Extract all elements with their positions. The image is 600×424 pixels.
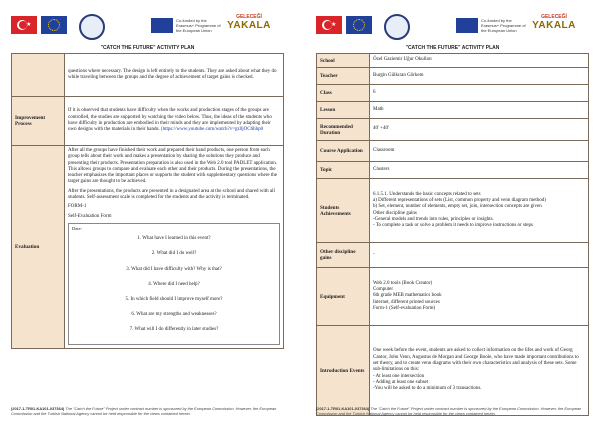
project-logo-line1: GELECEĞİ [236,14,262,20]
form-question: 3. What did I have difficulty with? Why is that? [126,266,222,272]
erasmus-eu-flag-icon [456,18,478,33]
project-logo [532,14,576,38]
achievement-line: a) Different representations of sets (List, common property and venn diagram method) [373,197,546,203]
school-value: Özel Gaziemir Uğur Okulları [370,54,589,68]
row-value [65,54,284,97]
equipment-line: Computer [373,287,393,293]
table-row [317,102,589,119]
table-row [317,268,589,326]
activity-plan-title: "CATCH THE FUTURE" ACTIVITY PLAN [100,45,195,51]
project-logo-line2: YAKALA [532,20,576,31]
row-label: Other discipline gains [317,243,370,268]
form-question: 1. What have I learned in this event? [137,235,211,241]
form-name: Self-Evaluation Form [68,213,112,219]
row-label: Recommended Duration [317,119,370,141]
national-agency-emblem-icon [79,14,105,40]
introduction-value [370,326,589,416]
improvement-paragraph [68,108,280,133]
form-date-label: Date: [72,225,82,231]
row-value [65,146,284,349]
evaluation-paragraph-1: After all the groups have finished their work and prepared their hand products, one person from each group tells about their work and makes a presentation by sharing the solutions they produce and presenting their products. Presentation preparation is also used in the Web 2.0 tool PADLET application. This allows groups to compare and evaluate each other and their products. During the presentations, the teacher emphasizes the important places or supports the student with supplementary questions where the target gains are thought to be achieved. [68,148,278,185]
introduction-line: -You will be asked to do a minimum of 3 transactions. [373,386,482,392]
table-row [317,119,589,141]
cofund-caption: Co-funded by the Erasmus+ Programme of the European Union [481,18,526,33]
form-question: 5. In which field should I improve myself more? [125,296,223,302]
disclaimer-text: The "Catch the Future" Project under contract number is sponsored by the European Commission. However, the European Commission and the Turkish National Agency cannot be held responsible for the views contained herein. [11,406,277,417]
erasmus-eu-flag-icon [151,18,173,33]
row-label: Introduction Events [317,326,370,416]
equipment-line: Web 2.0 tools (Book Creator) [373,280,433,286]
application-value: Classroom [370,141,589,162]
introduction-line: - At least one intersection [373,373,425,379]
equipment-line: 6th grade MEB mathematics book [373,293,442,299]
table-row [317,141,589,162]
row-label: Evaluation [12,146,65,349]
achievement-line: 6.1.5.1. Understands the basic concepts related to sets [373,191,481,197]
cofund-caption: Co-funded by the Erasmus+ Programme of the European Union [176,18,221,33]
activity-plan-title: "CATCH THE FUTURE" ACTIVITY PLAN [405,45,500,51]
table-row [317,54,589,68]
national-agency-emblem-icon [384,14,410,40]
teacher-value: Burgin Gülkıran Görkem [370,68,589,85]
left-activity-table [11,53,284,349]
table-row [317,85,589,102]
equipment-value [370,268,589,326]
table-row [317,179,589,243]
project-code: (2017-1-TR01-KA101-037364) [11,406,65,411]
row-label: Improvement Process [12,97,65,146]
duration-value: 40' +40' [370,119,589,141]
achievement-line: - To complete a task or solve a problem it needs to improve instructions or steps [373,223,533,229]
page-left [3,0,292,424]
row-label: Lesson [317,102,370,119]
page-right [308,0,597,424]
logo-bar [3,14,292,42]
logo-bar [308,14,597,42]
table-row [317,326,589,416]
project-logo-line1: GELECEĞİ [541,14,567,20]
introduction-line: One week before the event, students are asked to collect information on the lifes and work of Georg Cantor, John Venn, Augustus de Morgan and George Boole, who have made important contributions to set theory, and to create venn diagrams with their own characteristics and analysis of these sets. Some sub-limitations on this: [373,348,579,373]
form-question: 2. What did I do well? [151,250,197,256]
table-row [12,146,284,349]
project-logo-line2: YAKALA [227,20,271,31]
achievement-line: -General models and trends into rules, principles or insights. [373,216,494,222]
turkey-flag-icon: ★ [316,16,342,34]
project-code: (2017-1-TR01-KA101-037364) [316,406,370,411]
row-label: Course Application [317,141,370,162]
form-question: 4. Where did I need help? [148,281,200,287]
funding-footer [316,406,589,417]
video-link[interactable]: (https://www.youtube.com/watch?v=gz0jOC6hbp0 [160,127,264,133]
equipment-line: Internet, different printed sources [373,299,440,305]
table-row [317,162,589,179]
evaluation-paragraph-2: After the presentations, the products are presented in a designated area at the school and shared with all students. Self-assessment scale is completed for the students and the activity is terminated. [68,188,275,201]
table-row [317,243,589,268]
form-number: FORM-1 [68,204,87,210]
turkey-flag-icon: ★ [11,16,37,34]
disclaimer-text: The "Catch the Future" Project under contract number is sponsored by the European Commission. However, the European Commission and the Turkish National Agency cannot be held responsible for the views contained herein. [316,406,582,417]
form-question: 7. What will I do differently in later studies? [129,326,219,332]
topic-value: Clusters [370,162,589,179]
eu-flag-icon [346,16,372,34]
equipment-line: Form-1 (Self-evaluation Form) [373,305,436,311]
row-label: Class [317,85,370,102]
self-evaluation-form [68,223,280,345]
introduction-line: - Adding at least one subset [373,379,429,385]
continuation-paragraph: questions where necessary. The design is left entirely to the students. They are asked about what they do while traveling between the groups and the degree of achievement of target gains is checked. [68,68,277,80]
lesson-value: Math [370,102,589,119]
class-value: 6 [370,85,589,102]
row-value [65,97,284,146]
row-label: Equipment [317,268,370,326]
eu-flag-icon [41,16,67,34]
row-label: Teacher [317,68,370,85]
right-plan-table [316,53,589,416]
achievements-value [370,179,589,243]
table-row [12,97,284,146]
row-label: Topic [317,162,370,179]
funding-footer [11,406,284,417]
improvement-text: If it is observed that students have difficulty when the works and production stages of the groups are controlled, the studies are supported by watching the video below. Thus, the ideas of the students who have difficulty in production are embodied in their minds and they are implemented by adapting their own designs with the materials in their hands. [68,108,272,133]
table-row [317,68,589,85]
other-gains-value: - [370,243,589,268]
table-row [12,54,284,97]
row-label: Students Achievements [317,179,370,243]
achievement-line: b) Set, element, number of elements, empty set, join, intersection concepts are given [373,204,542,210]
row-label [12,54,65,97]
form-question: 6. What are my strengths and weaknesses? [131,311,217,317]
achievement-line: Other discipline gains [373,210,417,216]
row-label: School [317,54,370,68]
project-logo [227,14,271,38]
